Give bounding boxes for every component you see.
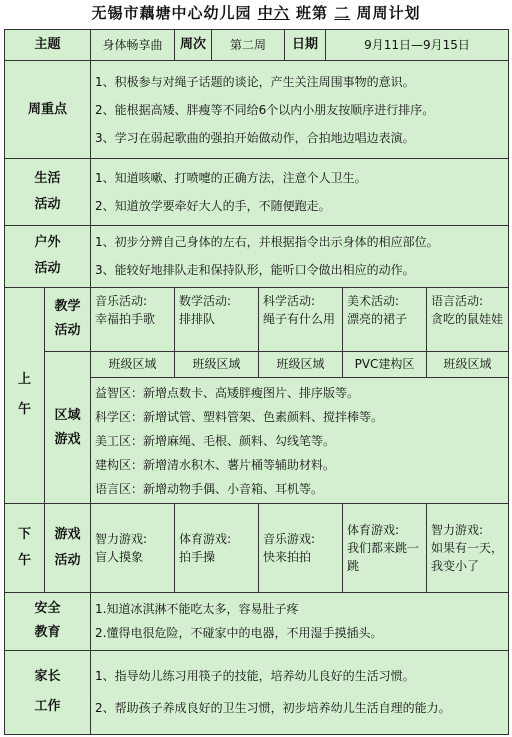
- area-item: 益智区：新增点数卡、高矮胖瘦图片、排序版等。: [95, 385, 360, 400]
- afternoon-label-2: 午: [17, 552, 31, 568]
- afternoon-label-1: 下: [17, 526, 31, 542]
- focus-content: [91, 61, 509, 159]
- teaching-cell-body: 绳子有什么用: [263, 311, 336, 326]
- game-cell: [259, 504, 343, 592]
- game-cell-body: 快来拍拍: [263, 549, 312, 564]
- areas-label-1: 区域: [54, 407, 81, 423]
- outdoor-label-1: 户外: [34, 235, 61, 251]
- focus-item: 3、学习在弱起歌曲的强拍开始做动作，合拍地边唱边表演。: [95, 130, 415, 145]
- teaching-cell-title: 数学活动:: [179, 293, 232, 308]
- week-value: 第二周: [212, 30, 285, 60]
- area-item: 科学区：新增试管、塑料管架、色素颜料、搅拌棒等。: [95, 409, 384, 424]
- safety-item: 1.知道冰淇淋不能吃太多，容易肚子疼: [95, 602, 299, 617]
- game-cell-body: 如果有一天，我变小了: [431, 540, 504, 573]
- morning-label-2: 午: [17, 402, 31, 418]
- game-cell: [427, 504, 509, 592]
- title-prefix: 无锡市藕塘中心幼儿园: [91, 4, 252, 22]
- teaching-cell-title: 语言活动:: [431, 293, 484, 308]
- morning-label: [5, 287, 45, 504]
- games-label: [45, 504, 91, 592]
- game-cell-title: 音乐游戏:: [263, 531, 316, 546]
- family-label-2: 工作: [34, 699, 61, 715]
- games-label-1: 游戏: [54, 526, 81, 542]
- teaching-label-1: 教学: [54, 299, 81, 315]
- safety-label-1: 安全: [34, 601, 61, 617]
- teaching-cell-title: 科学活动:: [263, 293, 316, 308]
- life-row: [5, 159, 509, 225]
- theme-value: 身体畅享曲: [91, 30, 175, 61]
- game-cell: [91, 504, 175, 592]
- area-header: 班级区域: [259, 351, 343, 377]
- game-cell-title: 智力游戏:: [431, 522, 484, 537]
- life-label: [5, 159, 91, 225]
- area-header: 班级区域: [175, 351, 259, 377]
- outdoor-label-2: 活动: [34, 261, 61, 277]
- game-cell: [175, 504, 259, 592]
- title-class-name: 中六: [257, 4, 290, 22]
- areas-label: [45, 351, 91, 503]
- game-cell-title: 体育游戏:: [179, 531, 232, 546]
- teaching-cell-body: 排排队: [179, 311, 216, 326]
- life-content: [91, 159, 509, 225]
- header-row: [5, 30, 509, 61]
- area-header: 班级区域: [91, 351, 175, 377]
- teaching-cell-body: 漂亮的裙子: [347, 311, 408, 326]
- theme-label: 主题: [5, 30, 91, 61]
- morning-label-1: 上: [17, 372, 31, 388]
- safety-label-2: 教育: [34, 625, 61, 641]
- outdoor-item: 1、初步分辨自己身体的左右，并根据指令出示身体的相应部位。: [95, 235, 439, 250]
- teaching-cell-language: [427, 287, 509, 351]
- title-week-no: 二: [334, 4, 351, 22]
- afternoon-label: [5, 504, 45, 592]
- area-item: 美工区：新增麻绳、毛根、颜料、勾线笔等。: [95, 433, 336, 448]
- weekly-plan-table: [4, 29, 509, 735]
- teaching-cell-art: [343, 287, 427, 351]
- afternoon-row: [5, 504, 509, 592]
- week-label: 周次: [175, 30, 212, 60]
- life-item: 2、知道放学要牵好大人的手，不随便跑走。: [95, 198, 331, 213]
- safety-content: [91, 592, 509, 650]
- area-header: 班级区域: [427, 351, 509, 377]
- title-mid: 班第: [295, 4, 328, 22]
- focus-row: [5, 61, 509, 159]
- games-label-2: 活动: [54, 552, 81, 568]
- focus-item: 2、能根据高矮、胖瘦等不同给6个以内小朋友按顺序进行排序。: [95, 102, 435, 117]
- life-label-2: 活动: [34, 196, 61, 212]
- page-title: [0, 0, 512, 28]
- header-row-rest: [175, 30, 509, 61]
- family-label: [5, 650, 91, 734]
- focus-item: 1、积极参与对绳子话题的谈论，产生关注周围事物的意识。: [95, 74, 415, 89]
- teaching-cell-title: 美术活动:: [347, 293, 400, 308]
- game-cell-body: 拍手操: [179, 549, 216, 564]
- life-label-1: 生活: [34, 170, 61, 186]
- area-items: [91, 377, 509, 503]
- date-label: 日期: [285, 30, 326, 60]
- date-value: 9月11日—9月15日: [364, 38, 470, 53]
- teaching-cell-math: [175, 287, 259, 351]
- outdoor-label: [5, 225, 91, 287]
- safety-label: [5, 592, 91, 650]
- game-cell-body: 我们都来跳一跳: [347, 540, 420, 573]
- focus-label: 周重点: [5, 61, 91, 159]
- safety-row: [5, 592, 509, 650]
- area-header: PVC建构区: [343, 351, 427, 377]
- family-item: 2、帮助孩子养成良好的卫生习惯，初步培养幼儿生活自理的能力。: [95, 701, 451, 716]
- teaching-cell-body: 幸福拍手歌: [95, 311, 156, 326]
- outdoor-row: [5, 225, 509, 287]
- game-cell-title: 智力游戏:: [95, 531, 148, 546]
- teaching-cell-music: [91, 287, 175, 351]
- family-label-1: 家长: [34, 669, 61, 685]
- teaching-label: [45, 287, 91, 351]
- safety-item: 2.懂得电很危险，不碰家中的电器，不用湿手摸插头。: [95, 626, 383, 641]
- game-cell: [343, 504, 427, 592]
- teaching-cell-science: [259, 287, 343, 351]
- family-row: [5, 650, 509, 734]
- teaching-row: [5, 287, 509, 351]
- game-cell-title: 体育游戏:: [347, 522, 400, 537]
- area-header-row: [5, 351, 509, 377]
- area-item: 语言区：新增动物手偶、小音箱、耳机等。: [95, 481, 324, 496]
- game-cell-body: 盲人摸象: [95, 549, 144, 564]
- life-item: 1、知道咳嗽、打喷嚏的正确方法，注意个人卫生。: [95, 170, 367, 185]
- areas-label-2: 游戏: [54, 431, 81, 447]
- outdoor-content: [91, 225, 509, 287]
- outdoor-item: 3、能较好地排队走和保持队形，能听口令做出相应的动作。: [95, 263, 415, 278]
- family-content: [91, 650, 509, 734]
- area-item: 建构区：新增清水积木、薯片桶等辅助材料。: [95, 457, 336, 472]
- teaching-cell-title: 音乐活动:: [95, 293, 148, 308]
- teaching-label-2: 活动: [54, 323, 81, 339]
- family-item: 1、指导幼儿练习用筷子的技能，培养幼儿良好的生活习惯。: [95, 669, 415, 684]
- title-suffix: 周周计划: [356, 4, 421, 22]
- teaching-cell-body: 贪吃的鼠娃娃: [431, 311, 504, 326]
